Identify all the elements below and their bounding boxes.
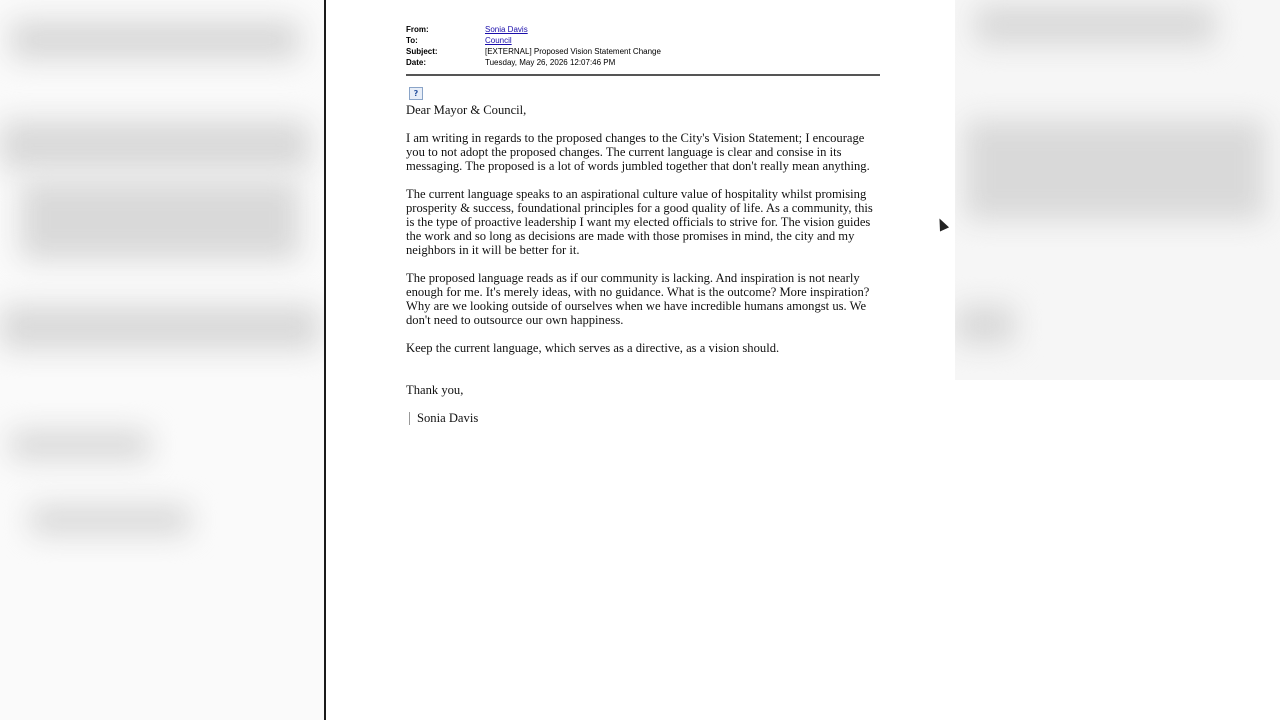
from-row	[406, 24, 880, 35]
date-label: Date:	[406, 58, 427, 67]
header-divider	[406, 74, 880, 76]
signature-block	[409, 411, 880, 425]
signature: Sonia Davis	[417, 411, 479, 425]
to-row	[406, 35, 880, 46]
email-body	[406, 103, 880, 425]
to-label: To:	[406, 36, 418, 45]
date-value: Tuesday, May 26, 2026 12:07:46 PM	[485, 58, 616, 67]
closing: Thank you,	[406, 383, 464, 397]
date-row	[406, 57, 880, 68]
subject-row	[406, 46, 880, 57]
broken-image-icon: ?	[409, 87, 423, 100]
paragraph-3: The proposed language reads as if our community is lacking. And inspiration is not nearly enough for me. It's merely ideas, with no guidance. What is the outcome? More inspiration? Why are we looking outside of ourselves when we have incredible humans amongst us. We don't need to outsource our own happiness.	[406, 271, 870, 327]
to-link[interactable]: Council	[485, 36, 512, 45]
greeting: Dear Mayor & Council,	[406, 103, 527, 117]
paragraph-1: I am writing in regards to the proposed changes to the City's Vision Statement; I encourage you to not adopt the proposed changes. The current language is clear and consise in its messaging. The proposed is a lot of words jumbled together that don't really mean anything.	[406, 131, 870, 173]
paragraph-4: Keep the current language, which serves as a directive, as a vision should.	[406, 341, 780, 355]
from-label: From:	[406, 25, 429, 34]
from-link[interactable]: Sonia Davis	[485, 25, 528, 34]
email-header	[406, 24, 880, 68]
subject-label: Subject:	[406, 47, 438, 56]
paragraph-2: The current language speaks to an aspirational culture value of hospitality whilst promising prosperity & success, foundational principles for a good quality of life. As a community, this is the type of proactive leadership I want my elected officials to strive for. The vision guides the work and so long as decisions are made with those promises in mind, the city and my neighbors in it will be better for it.	[406, 187, 873, 257]
subject-value: [EXTERNAL] Proposed Vision Statement Change	[485, 47, 661, 56]
signature-bar	[409, 412, 410, 425]
email-page	[326, 0, 955, 720]
blurred-background-right	[955, 0, 1280, 380]
blurred-background-left	[0, 0, 325, 720]
